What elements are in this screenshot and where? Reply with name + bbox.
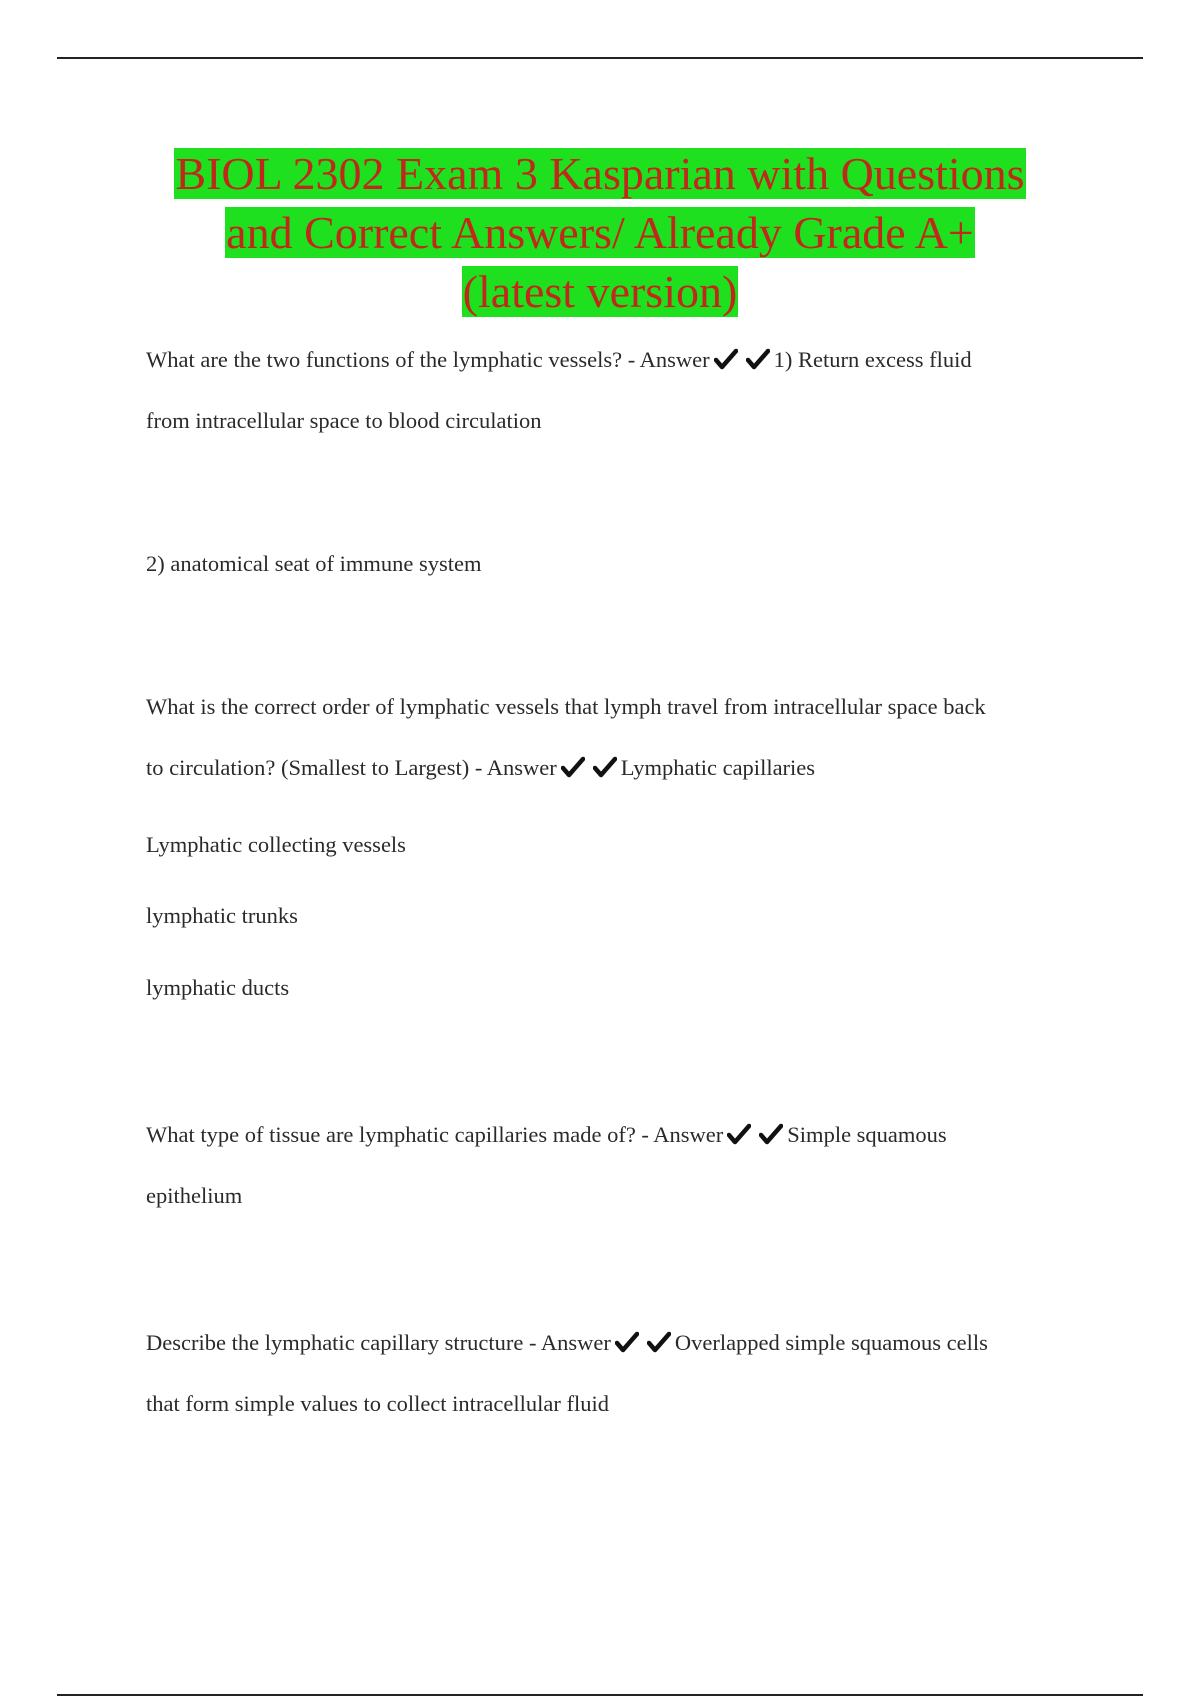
qa-4-answer-continuation: that form simple values to collect intracellular fluid: [146, 1391, 609, 1416]
qa-3-question-line: [146, 1120, 947, 1150]
check-mark-icon: [615, 1331, 639, 1353]
check-mark-icon: [647, 1331, 671, 1353]
document-title: [100, 144, 1100, 321]
question-text: What type of tissue are lymphatic capillaries made of? - Answer: [146, 1122, 724, 1147]
title-line-1: BIOL 2302 Exam 3 Kasparian with Questions: [175, 148, 1025, 199]
check-mark-icon: [714, 348, 738, 370]
question-text: Describe the lymphatic capillary structure - Answer: [146, 1330, 611, 1355]
check-mark-icon: [727, 1123, 751, 1145]
question-text: to circulation? (Smallest to Largest) - Answer: [146, 755, 557, 780]
qa-3-answer-continuation: epithelium: [146, 1183, 243, 1208]
qa-1-answer-continuation: from intracellular space to blood circulation: [146, 408, 542, 433]
title-line-3: (latest version): [462, 266, 738, 317]
title-line-2: and Correct Answers/ Already Grade A+: [226, 207, 974, 258]
check-mark-icon: [746, 348, 770, 370]
answer-text: Lymphatic capillaries: [620, 755, 816, 780]
qa-2-answer-extra-3: lymphatic ducts: [146, 975, 290, 1000]
qa-2-answer-extra-1: Lymphatic collecting vessels: [146, 832, 406, 857]
qa-1-answer-extra: 2) anatomical seat of immune system: [146, 551, 482, 576]
answer-text: Overlapped simple squamous cells: [674, 1330, 988, 1355]
check-mark-icon: [759, 1123, 783, 1145]
answer-text: 1) Return excess fluid: [773, 347, 972, 372]
qa-1-question-line: [146, 345, 972, 375]
qa-2-question-line-1: What is the correct order of lymphatic vessels that lymph travel from intracellular space back: [146, 694, 986, 719]
qa-2-answer-extra-2: lymphatic trunks: [146, 903, 298, 928]
check-mark-icon: [593, 756, 617, 778]
bottom-divider: [57, 1694, 1143, 1696]
top-divider: [57, 57, 1143, 59]
answer-text: Simple squamous: [787, 1122, 947, 1147]
qa-4-question-line: [146, 1328, 988, 1358]
check-mark-icon: [561, 756, 585, 778]
question-text: What are the two functions of the lymphatic vessels? - Answer: [146, 347, 710, 372]
qa-2-question-line: [146, 753, 815, 783]
